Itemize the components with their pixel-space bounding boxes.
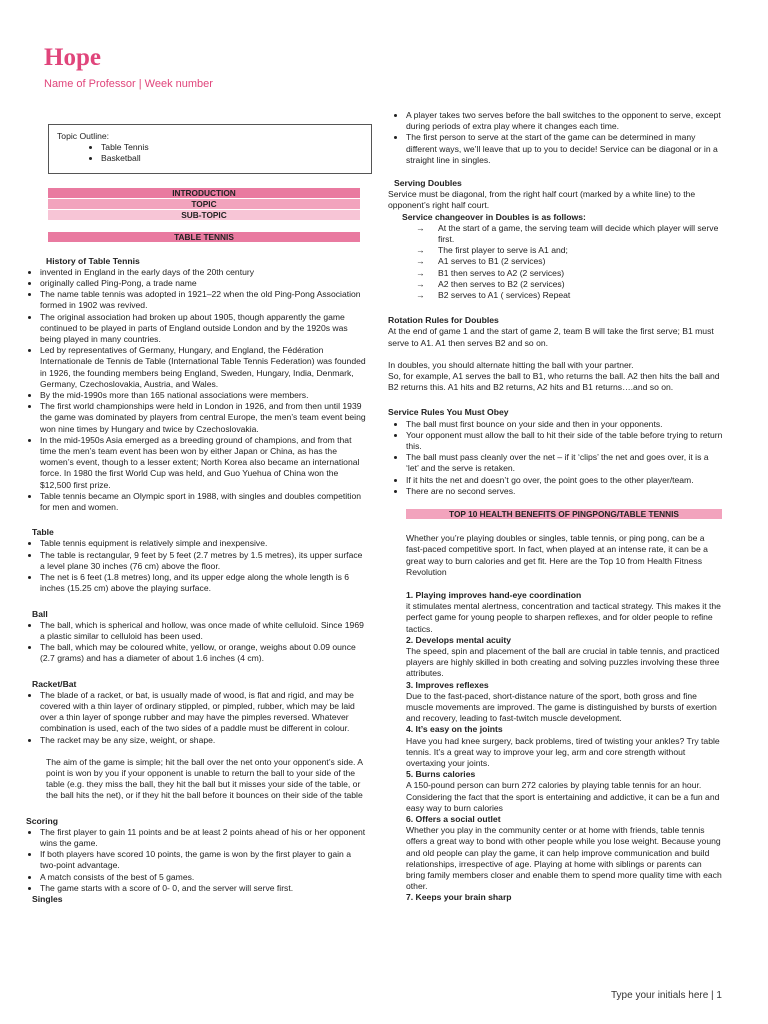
list-item: • The ball must pass cleanly over the net – if it ‘clips’ the net and goes over, it is a ‘let’ and the serve is retaken. [406, 452, 723, 474]
benefit-text: Due to the fast-paced, short-distance nature of the sport, both gross and fine muscle movements are improved. The game is distinguished by bursts of exertion and recovery, leading to fast-twitch muscle development. [406, 690, 717, 724]
topic-outline-label: Topic Outline: [57, 131, 110, 141]
outline-item: • Table Tennis [101, 142, 363, 153]
list-item: • The table is rectangular, 9 feet by 5 feet (2.7 metres by 1.5 metres), its upper surface a level plane 30 inches (76 cm) above the floor. [40, 550, 366, 572]
serves-list [388, 110, 723, 166]
left-column [26, 124, 366, 905]
list-item: • The game starts with a score of 0- 0, and the server will serve first. [40, 883, 366, 894]
list-item: • If it hits the net and doesn’t go over, the point goes to the other player/team. [406, 475, 723, 486]
list-item: • The ball, which may be coloured white, yellow, or orange, weighs about 0.09 ounce (2.7 grams) and has a diameter of about 1.6 inches (4 cm). [40, 642, 366, 664]
scoring-list [26, 827, 366, 894]
game-aim-paragraph: The aim of the game is simple; hit the ball over the net onto your opponent’s side. A point is won by you if your opponent is unable to return the ball to your side of the table (e.g. they miss the ball, they hit the ball but it misses your side of the table, or the ball hits the net), or if they hit the ball before it bounces on their side of the table [46, 756, 363, 801]
topic-outline-list [57, 142, 363, 164]
ball-list [26, 620, 366, 665]
list-item: • There are no second serves. [406, 486, 723, 497]
benefit-text: A 150-pound person can burn 272 calories by playing table tennis for an hour. Considering the fact that the sport is entertaining and addictive, it can be a fun and easy way to burn calories [406, 780, 720, 813]
list-item: • A player takes two serves before the ball switches to the opponent to serve, except during periods of extra play where it changes each time. [406, 110, 723, 132]
benefit-text: Whether you play in the community center or at home with friends, table tennis offers a great way to bond with other people while you lose weight. Because young and old people can play the game, it can help improve communication and build relationships, irrespective of age. Playing at home with siblings or parents can bring family members closer and enable them to spend more quality time with each other. [406, 825, 722, 892]
list-item: • Table tennis equipment is relatively simple and inexpensive. [40, 538, 366, 549]
list-item: • The blade of a racket, or bat, is usually made of wood, is flat and rigid, and may be covered with a thin layer of ordinary stippled, or pimpled, rubber, which may be laid over a thin layer of sponge rubber and may have the pimples reversed. Whatever combination is used, each of the two sides of a paddle must be different in colour. [40, 690, 366, 735]
introduction-bar: INTRODUCTION [48, 188, 360, 198]
racket-list [26, 690, 366, 746]
list-item: → A1 serves to B1 (2 services) [438, 256, 723, 267]
list-item: • invented in England in the early days of the 20th century [40, 267, 366, 278]
list-item: • The first world championships were held in London in 1926, and from then until 1939 the game was dominated by players from central Europe, the men’s team event being won nine times by Hungary and twice by Czechoslovakia. [40, 401, 366, 435]
list-item: • originally called Ping-Pong, a trade name [40, 278, 366, 289]
page-title: Hope [44, 44, 101, 71]
benefit-text: Have you had knee surgery, back problems, tired of twisting your ankles? Try table tennis. It’s a great way to improve your leg, arm and core strength without overtaxing your joints. [406, 735, 720, 768]
list-item: • If both players have scored 10 points, the game is won by the first player to gain a two-point advantage. [40, 849, 366, 871]
racket-heading: Racket/Bat [32, 678, 77, 689]
benefit-title: 2. Develops mental acuity [406, 634, 512, 645]
list-item: • A match consists of the best of 5 games. [40, 872, 366, 883]
table-tennis-bar: TABLE TENNIS [48, 232, 360, 242]
list-item: • The ball must first bounce on your side and then in your opponents. [406, 419, 723, 430]
rotation-heading: Rotation Rules for Doubles [388, 315, 499, 326]
benefits-list [406, 590, 723, 904]
benefit-title: 1. Playing improves hand-eye coordination [406, 589, 582, 600]
history-list [26, 267, 366, 513]
scoring-heading: Scoring [26, 815, 58, 826]
topic-outline-box [48, 124, 372, 174]
benefit-title: 6. Offers a social outlet [406, 813, 501, 824]
benefit-text: The speed, spin and placement of the ball are crucial in table tennis, and practiced players are highly skilled in both creating and solving puzzles involving these three attributes. [406, 645, 720, 679]
serving-doubles-heading: Serving Doubles [394, 178, 462, 189]
singles-heading: Singles [32, 893, 63, 904]
list-item: → At the start of a game, the serving team will decide which player will serve first. [438, 223, 723, 245]
list-item: → A2 then serves to B2 (2 services) [438, 279, 723, 290]
list-item: • Led by representatives of Germany, Hungary, and England, the Fédération Internationale de Tennis de Table (International Table Tennis Federation) was founded in 1926, the founding members being England, Sweden, Hungary, India, Denmark, Germany, Czechoslovakia, Austria, and Wales. [40, 345, 366, 390]
right-column [388, 110, 723, 904]
changeover-label: Service changeover in Doubles is as follows: [402, 211, 586, 222]
serving-doubles-text: Service must be diagonal, from the right half court (marked by a white line) to the opponent’s right half court. [388, 189, 696, 211]
rotation-text: So, for example, A1 serves the ball to B1, who returns the ball. A2 then hits the ball and B2 returns this. A1 hits and B2 returns, A2 hits and B1 returns….and so on. [388, 371, 720, 393]
health-intro: Whether you’re playing doubles or singles, table tennis, or ping pong, can be a fast-paced competitive sport. In fact, when played at an intense rate, it can be a great way to burn calories and get fit. Here are the Top 10 from Health Fitness Revolution [406, 533, 708, 577]
benefit-text: it stimulates mental alertness, concentration and tactical strategy. This makes it the perfect game for young people to sharpen reflexes, and for older people to refine tactics. [406, 601, 721, 634]
list-item: • In the mid-1950s Asia emerged as a breeding ground of champions, and from that time the men’s team event has been won by either Japan or China, as has the women’s event, though to a lesser extent; North Korea also became an international force. In 1980 the first World Cup was held, and Guo Yuehua of China won the $12,500 first prize. [40, 435, 366, 491]
benefit-title: 7. Keeps your brain sharp [406, 892, 512, 903]
list-item: • The first person to serve at the start of the game can be determined in many different ways, we’ll leave that up to you to decide! Service can be diagonal or in a straight line in singles. [406, 132, 723, 166]
list-item: • The name table tennis was adopted in 1921–22 when the old Ping-Pong Association formed in 1902 was revived. [40, 289, 366, 311]
list-item: • The net is 6 feet (1.8 metres) long, and its upper edge along the whole length is 6 inches (15.25 cm) above the playing surface. [40, 572, 366, 594]
page-subtitle: Name of Professor | Week number [44, 78, 213, 90]
subtopic-bar: SUB-TOPIC [48, 210, 360, 220]
ball-heading: Ball [32, 608, 48, 619]
list-item: → The first player to serve is A1 and; [438, 245, 723, 256]
service-rules-list [388, 419, 723, 497]
list-item: • The racket may be any size, weight, or shape. [40, 735, 366, 746]
topic-bar: TOPIC [48, 199, 360, 209]
list-item: • The first player to gain 11 points and be at least 2 points ahead of his or her opponent wins the game. [40, 827, 366, 849]
outline-item: • Basketball [101, 153, 363, 164]
benefit-title: 3. Improves reflexes [406, 679, 489, 690]
list-item: • Table tennis became an Olympic sport in 1988, with singles and doubles competition for men and women. [40, 491, 366, 513]
benefit-title: 5. Burns calories [406, 769, 476, 780]
rotation-text: At the end of game 1 and the start of game 2, team B will take the first serve; B1 must serve to A1. A1 then serves B2 and so on. [388, 326, 714, 348]
table-heading: Table [32, 527, 54, 538]
health-benefits-bar: TOP 10 HEALTH BENEFITS OF PINGPONG/TABLE TENNIS [406, 509, 722, 519]
list-item: → B1 then serves to A2 (2 services) [438, 268, 723, 279]
list-item: → B2 serves to A1 ( services) Repeat [438, 290, 723, 301]
page-footer: Type your initials here | 1 [611, 990, 722, 1001]
history-heading: History of Table Tennis [46, 255, 140, 266]
list-item: • By the mid-1990s more than 165 national associations were members. [40, 390, 366, 401]
table-list [26, 538, 366, 594]
benefit-title: 4. It’s easy on the joints [406, 724, 503, 735]
rotation-text: In doubles, you should alternate hitting the ball with your partner. [388, 359, 634, 370]
list-item: • The ball, which is spherical and hollow, was once made of white celluloid. Since 1969 a plastic similar to celluloid has been used. [40, 620, 366, 642]
list-item: • Your opponent must allow the ball to hit their side of the table before trying to return this. [406, 430, 723, 452]
service-rules-heading: Service Rules You Must Obey [388, 407, 509, 418]
list-item: • The original association had broken up about 1905, though apparently the game continued to be played in parts of England outside London and by the 1920s was being played in many countries. [40, 312, 366, 346]
changeover-list [388, 223, 723, 301]
